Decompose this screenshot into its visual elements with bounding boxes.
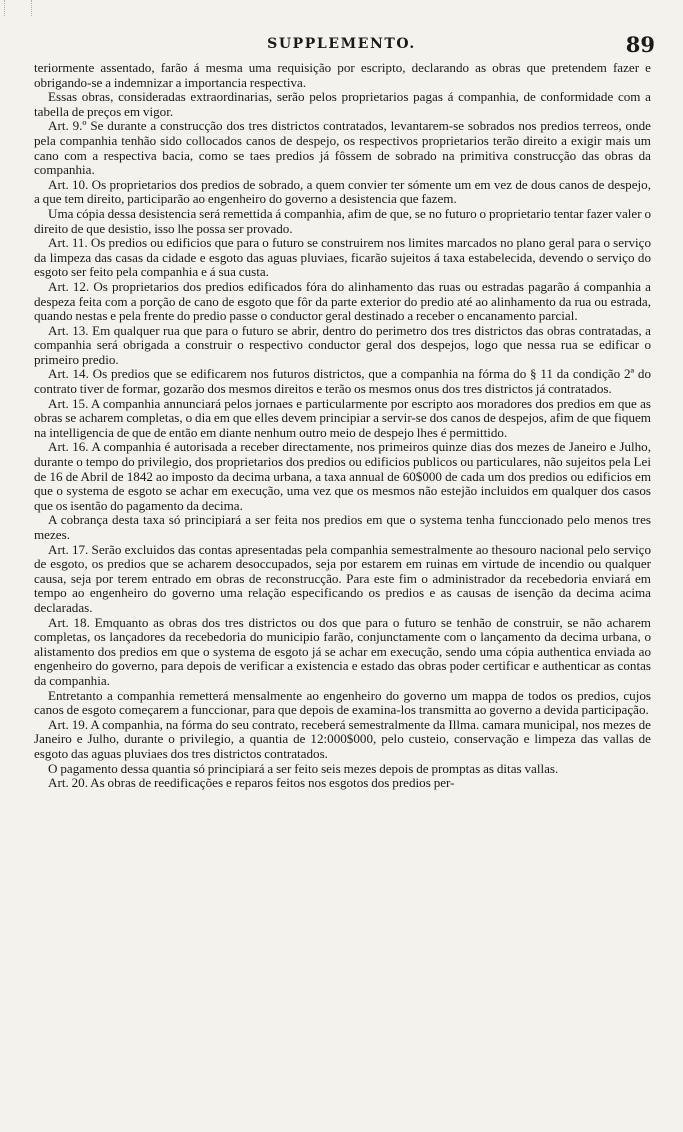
article-10: Art. 10. Os proprietarios dos predios de sobrado, a quem convier ter sómente um em vez de dous canos de despejo, a que tem direito, participarão ao engenheiro do governo a desistencia que fazem. (34, 176, 651, 207)
article-11: Art. 11. Os predios ou edificios que para o futuro se construirem nos limites marcados no plano geral para o serviço da limpeza das casas da cidade e esgoto das aguas pluviaes, ficarão sujeitos á taxa estabelecida, devendo o serviço do esgoto ser feito pela companhia e á sua custa. (34, 235, 651, 280)
article-16: Art. 16. A companhia é autorisada a receber directamente, nos primeiros quinze dias dos mezes de Janeiro e Julho, durante o tempo do privilegio, dos proprietarios dos predios ou edificios publicos ou particulares, não sujeitos pela Lei de 16 de Abril de 1842 ao imposto da decima urbana, a taxa annual de 60$000 de cada um dos predios ou edificios em que o systema de esgoto se achar em execução, uma vez que os mesmos não estejão incluidos em qualquer dos casos que os isentão do pagamento da decima. (34, 439, 651, 513)
paragraph-continuation: teriormente assentado, farão á mesma uma requisição por escripto, declarando as obras que pretendem fazer e obrigando-se a indemnizar a importancia respectiva. (34, 60, 651, 90)
page-number: 89 (625, 32, 655, 57)
article-9: Art. 9.º Se durante a construcção dos tres districtos contratados, levantarem-se sobrados nos predios terreos, onde pela companhia tenhão sido collocados canos de despejo, os respectivos proprietarios terão direito a exigir mais um cano com a respectiva bacia, como se taes predios já fôssem de sobrado na primitiva construcção das obras da companhia. (34, 118, 651, 178)
article-14: Art. 14. Os predios que se edificarem nos futuros districtos, que a companhia na fórma do § 11 da condição 2ª do contrato tiver de formar, gozarão dos mesmos direitos e terão os mesmos onus dos tres districtos já contratados. (34, 366, 651, 397)
article-20: Art. 20. As obras de reedificações e reparos feitos nos esgotos dos predios per- (48, 775, 455, 791)
article-12: Art. 12. Os proprietarios dos predios edificados fóra do alinhamento das ruas ou estradas pagarão á companhia a despeza feita com a porção de cano de esgoto que fôr da parte exterior do predio até ao alinhamento da rua ou estrada, quando nestas e pela frente do predio passe o conductor geral destinado a receber o encanamento parcial. (34, 278, 651, 324)
running-title: SUPPLEMENTO. (267, 36, 416, 52)
binding-edge-mark (4, 0, 32, 16)
paragraph: A cobrança desta taxa só principiará a ser feita nos predios em que o systema tenha funccionado pelo menos tres mezes. (34, 512, 651, 542)
paragraph: Entretanto a companhia remetterá mensalmente ao engenheiro do governo um mappa de todos os predios, cujos canos de esgoto começarem a funccionar, para que depois de examina-los transmitta ao governo a devida participação. (34, 687, 651, 718)
article-17: Art. 17. Serão excluidos das contas apresentadas pela companhia semestralmente ao thesouro nacional pelo serviço de esgoto, os predios que se acharem desoccupados, seja por estarem em ruinas em virtude de incendio ou qualquer causa, seja por terem entrado em obras de reconstrucção. Para este fim o administrador da recebedoria enviará em tempo ao engenheiro do governo uma relação especificando os predios e as causas de isenção da decima acima declaradas. (34, 541, 651, 615)
body-text (34, 61, 651, 791)
paragraph: Essas obras, consideradas extraordinarias, serão pelos proprietarios pagas á companhia, de conformidade com a tabella de preços em vigor. (34, 89, 651, 119)
article-18: Art. 18. Emquanto as obras dos tres districtos ou dos que para o futuro se tenhão de construir, se não acharem completas, os lançadores da recebedoria do municipio farão, conjunctamente com o lançamento da decima urbana, o alistamento dos predios em que o systema de esgoto já se achar em execução, sendo uma cópia authentica enviada ao engenheiro do governo, para depois de verificar a existencia e estado das obras poder certificar e authenticar as contas da companhia. (34, 614, 651, 688)
paragraph: Uma cópia dessa desistencia será remettida á companhia, afim de que, se no futuro o proprietario tentar fazer valer o direito de que desistio, isso lhe possa ser provado. (34, 205, 651, 236)
page-header (0, 32, 683, 58)
article-13: Art. 13. Em qualquer rua que para o futuro se abrir, dentro do perimetro dos tres districtos das obras contratadas, a companhia será obrigada a construir o respectivo conductor geral dos despejos, logo que nessa rua se edificar o primeiro predio. (34, 322, 651, 367)
article-19: Art. 19. A companhia, na fórma do seu contrato, receberá semestralmente da Illma. camara municipal, nos mezes de Janeiro e Julho, durante o privilegio, a quantia de 12:000$000, pelo custeio, conservação e limpeza das vallas de esgoto das aguas pluviaes dos tres districtos contratados. (34, 716, 651, 761)
paragraph: O pagamento dessa quantia só principiará a ser feito seis mezes depois de promptas as ditas vallas. (48, 760, 559, 776)
article-15: Art. 15. A companhia annunciará pelos jornaes e particularmente por escripto aos moradores dos predios em que as obras se acharem completas, o dia em que elles devem principiar a servir-se dos canos de despejos, afim de que fiquem na intelligencia de que de então em diante nenhum outro meio de despejo lhes é permittido. (34, 395, 651, 440)
